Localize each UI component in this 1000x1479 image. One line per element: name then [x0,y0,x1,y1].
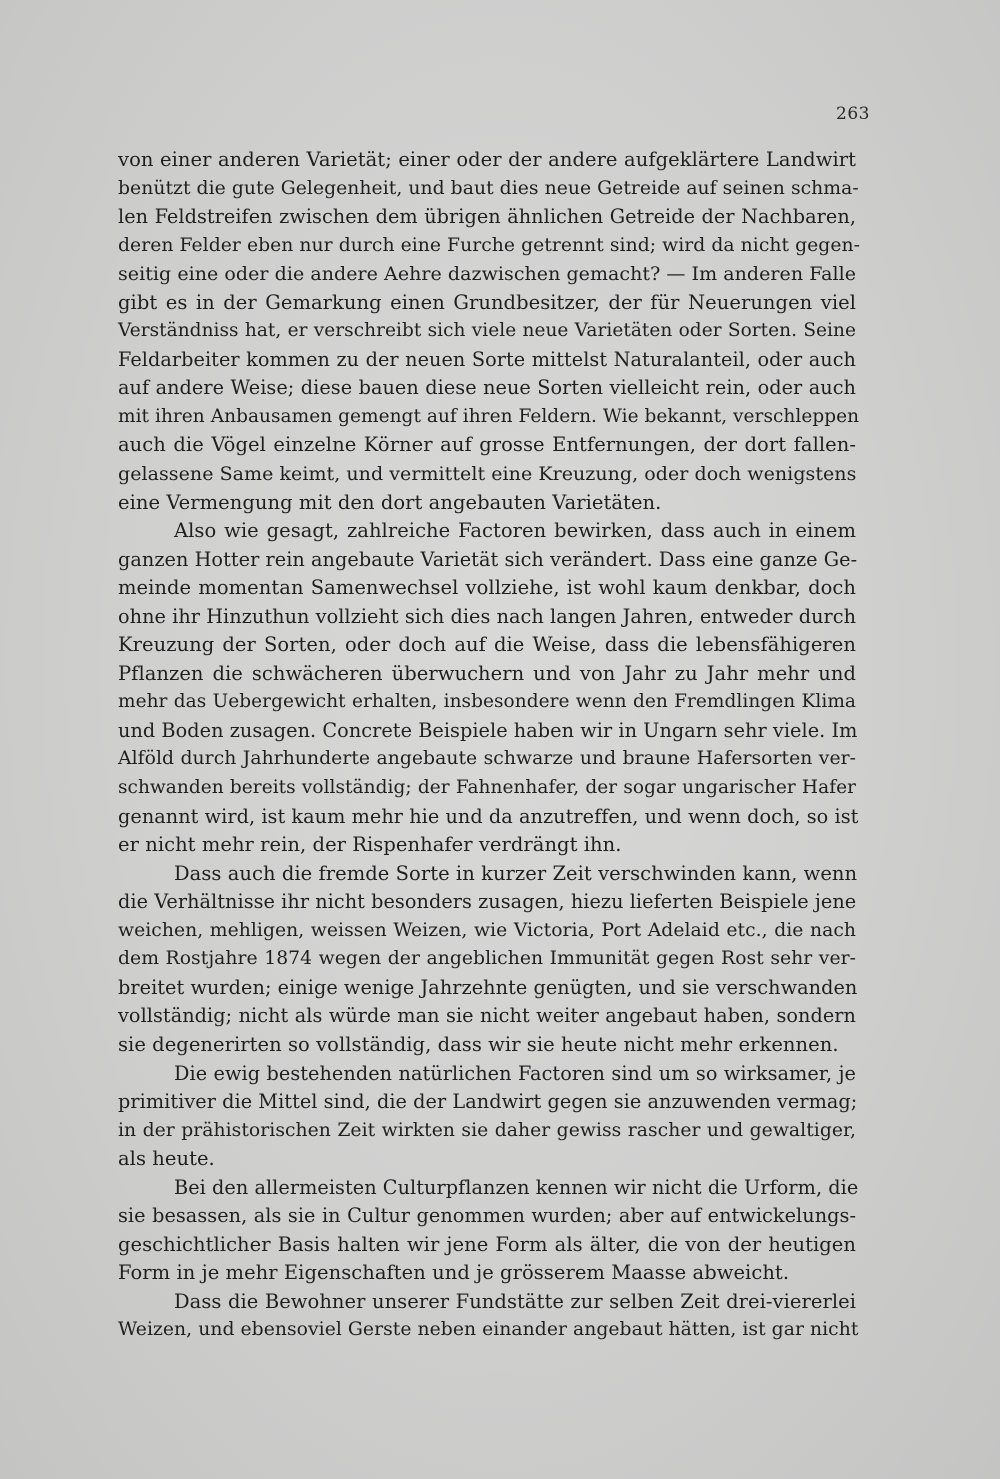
text-line: Kreuzung der Sorten, oder doch auf die Weise, dass die lebensfähigeren [118,633,856,657]
text-line: gibt es in der Gemarkung einen Grundbesitzer, der für Neuerungen viel [118,290,856,314]
text-line: weichen, mehligen, weissen Weizen, wie Victoria, Port Adelaid etc., die nach [118,919,856,941]
text-line: eine Vermengung mit den dort angebauten Varietäten. [118,490,662,514]
text-line: deren Felder eben nur durch eine Furche getrennt sind; wird da nicht gegen- [118,234,861,256]
page-number: 263 [836,104,870,124]
text-line: mit ihren Anbausamen gemengt auf ihren Feldern. Wie bekannt, verschleppen [118,405,860,427]
text-line: Dass die Bewohner unserer Fundstätte zur selben Zeit drei-viererlei [174,1289,856,1313]
text-line: gelassene Same keimt, und vermittelt eine Kreuzung, oder doch wenigstens [118,463,857,486]
text-line: len Feldstreifen zwischen dem übrigen ähnlichen Getreide der Nachbaren, [118,205,856,229]
text-line: ohne ihr Hinzuthun vollzieht sich dies nach langen Jahren, entweder durch [118,604,857,628]
text-line: Pflanzen die schwächeren überwuchern und von Jahr zu Jahr mehr und [118,661,856,685]
text-line: sie besassen, als sie in Cultur genommen wurden; aber auf entwickelungs- [118,1204,856,1228]
text-line: ganzen Hotter rein angebaute Varietät sich verändert. Dass eine ganze Ge- [118,547,858,571]
text-line: schwanden bereits vollständig; der Fahnenhafer, der sogar ungarischer Hafer [118,777,856,799]
text-line: Weizen, und ebensoviel Gerste neben einander angebaut hätten, ist gar nicht [118,1319,859,1341]
text-line: mehr das Uebergewicht erhalten, insbesondere wenn den Fremdlingen Klima [118,691,856,713]
text-line: sie degenerirten so vollständig, dass wir sie heute nicht mehr erkennen. [118,1032,839,1056]
text-line: Also wie gesagt, zahlreiche Factoren bewirken, dass auch in einem [174,519,856,543]
text-line: Verständniss hat, er verschreibt sich viele neue Varietäten oder Sorten. Seine [118,320,856,342]
text-line: er nicht mehr rein, der Rispenhafer verdrängt ihn. [118,833,622,857]
text-line: und Boden zusagen. Concrete Beispiele haben wir in Ungarn sehr viele. Im [118,718,858,742]
text-line: Feldarbeiter kommen zu der neuen Sorte mittelst Naturalanteil, oder auch [118,347,856,371]
text-line: seitig eine oder die andere Aehre dazwischen gemacht? — Im anderen Falle [118,263,857,286]
text-line: benützt die gute Gelegenheit, und baut dies neue Getreide auf seinen schma- [118,177,859,199]
text-line: vollständig; nicht als würde man sie nicht weiter angebaut haben, sondern [118,1004,856,1028]
text-line: Alföld durch Jahrhunderte angebaute schwarze und braune Hafersorten ver- [118,748,856,770]
text-line: von einer anderen Varietät; einer oder der andere aufgeklärtere Landwirt [118,148,856,171]
text-line: die Verhältnisse ihr nicht besonders zusagen, hiezu lieferten Beispiele jene [118,890,857,914]
text-line: Die ewig bestehenden natürlichen Factoren sind um so wirksamer, je [174,1061,856,1085]
text-line: auf andere Weise; diese bauen diese neue Sorten vielleicht rein, oder auch [118,376,856,400]
text-line: auch die Vögel einzelne Körner auf grosse Entfernungen, der dort fallen- [118,433,856,457]
text-line: Form in je mehr Eigenschaften und je grösserem Maasse abweicht. [118,1261,790,1285]
text-line: primitiver die Mittel sind, die der Landwirt gegen sie anzuwenden vermag; [118,1090,858,1114]
text-line: als heute. [118,1147,215,1171]
text-line: genannt wird, ist kaum mehr hie und da anzutreffen, und wenn doch, so ist [118,804,859,828]
text-line: in der prähistorischen Zeit wirkten sie daher gewiss rascher und gewaltiger, [118,1119,856,1141]
text-line: dem Rostjahre 1874 wegen der angeblichen Immunität gegen Rost sehr ver- [118,948,856,970]
body-text [118,146,861,1345]
text-line: Dass auch die fremde Sorte in kurzer Zeit verschwinden kann, wenn [174,861,858,885]
text-line: meinde momentan Samenwechsel vollziehe, ist wohl kaum denkbar, doch [118,576,856,600]
text-line: geschichtlicher Basis halten wir jene Form als älter, die von der heutigen [118,1232,856,1256]
text-line: Bei den allermeisten Culturpflanzen kennen wir nicht die Urform, die [174,1175,859,1199]
text-line: breitet wurden; einige wenige Jahrzehnte genügten, und sie verschwanden [118,975,858,999]
